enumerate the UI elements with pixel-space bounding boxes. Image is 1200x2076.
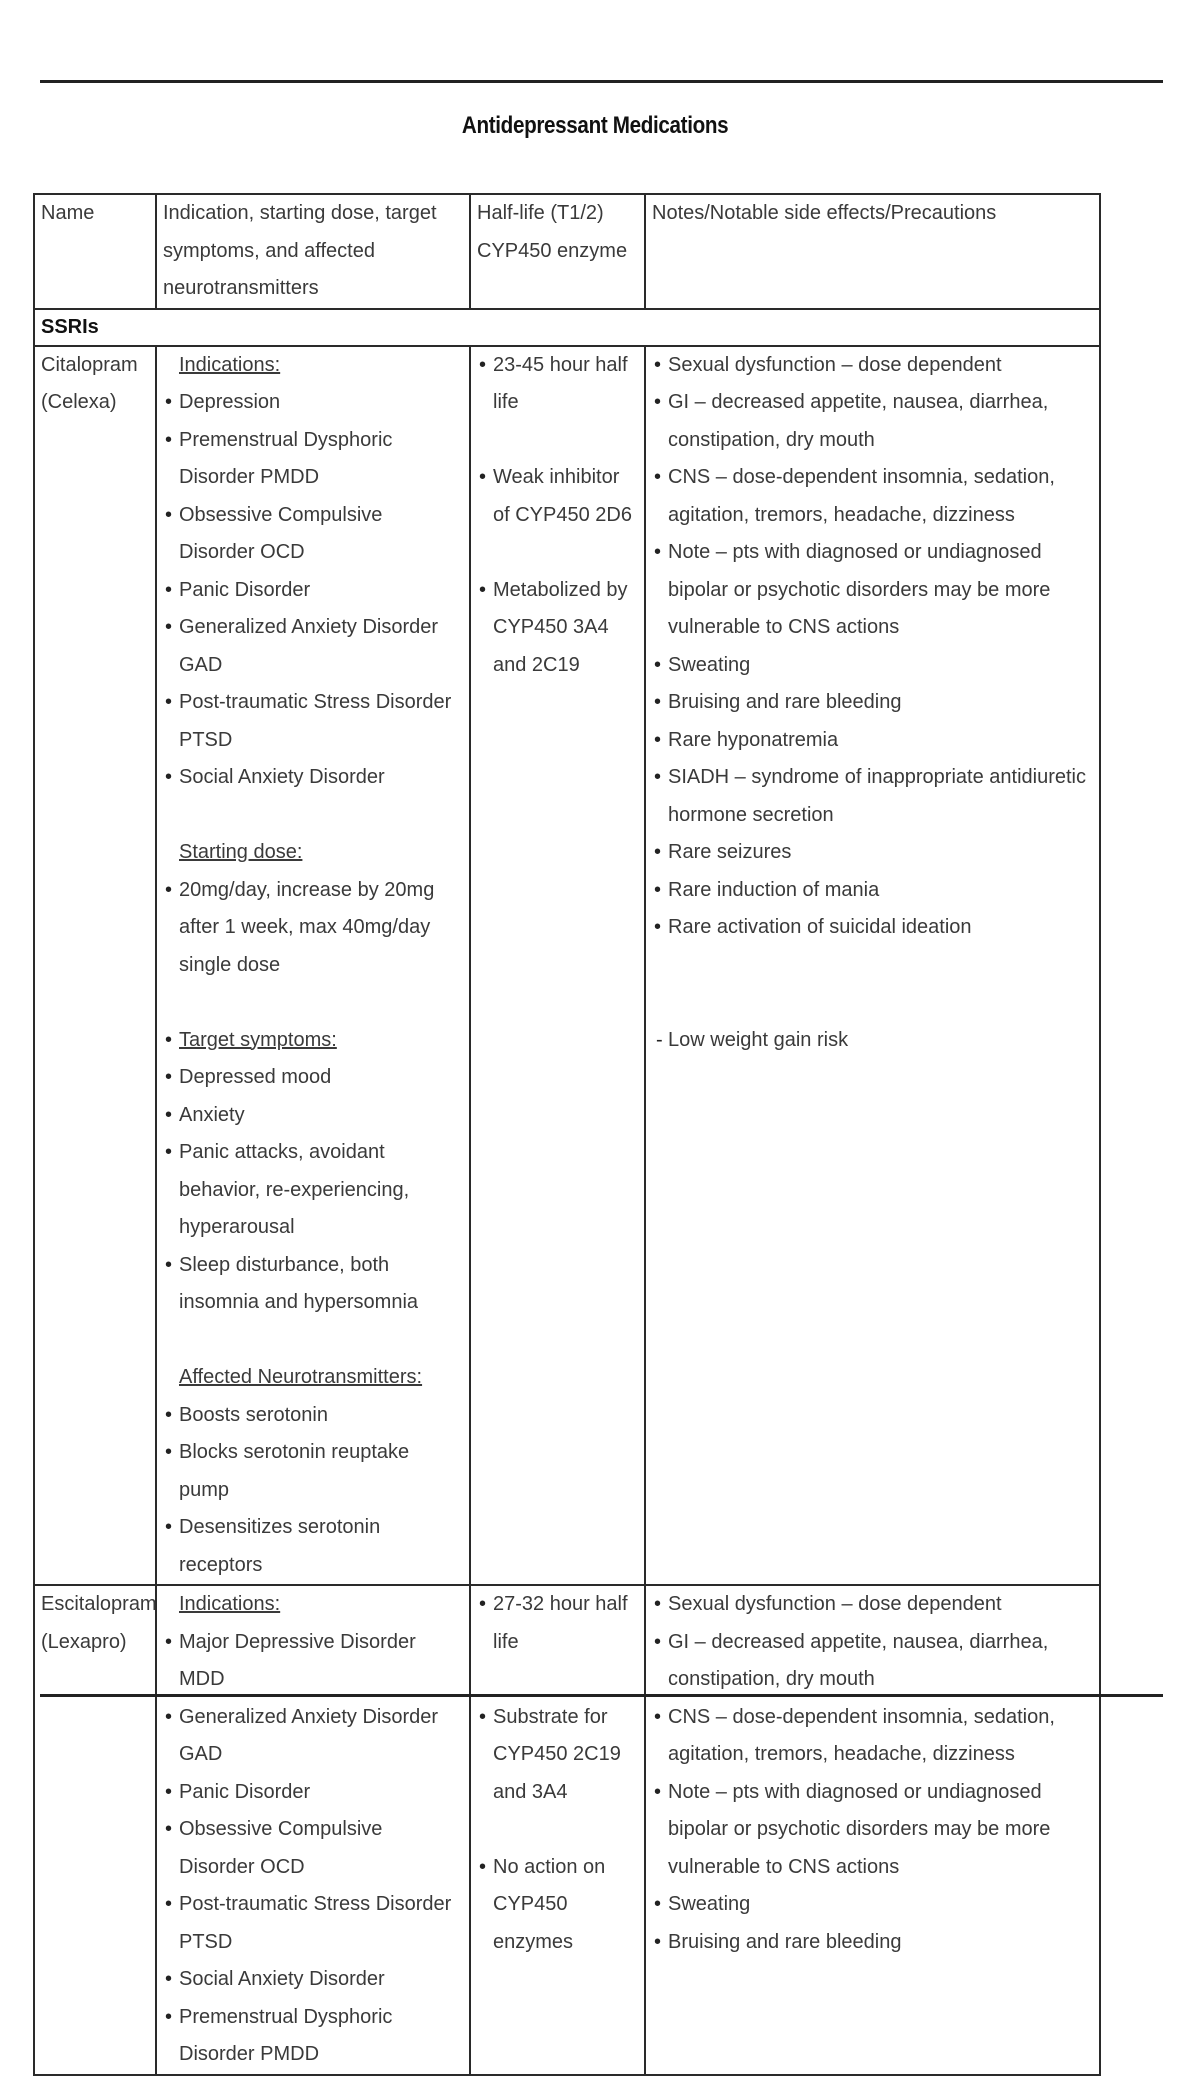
target-symptoms-list <box>163 1022 463 1322</box>
list-item: • Obsessive Compulsive Disorder OCD <box>163 497 463 572</box>
bottom-rule <box>40 1694 1163 1697</box>
list-item: • Sexual dysfunction – dose dependent <box>652 1586 1093 1624</box>
list-item: • Sweating <box>652 1886 1093 1924</box>
table-row <box>34 1585 1100 2075</box>
header-halflife: Half-life (T1/2) CYP450 enzyme <box>470 194 645 309</box>
list-item: • 23-45 hour half life <box>477 347 638 422</box>
header-name: Name <box>34 194 156 309</box>
group-row <box>34 309 1100 346</box>
list-item: • Depression <box>163 384 463 422</box>
list-item: • Substrate for CYP450 2C19 and 3A4 <box>477 1699 638 1812</box>
list-item: • Rare hyponatremia <box>652 722 1093 760</box>
list-item: • Sexual dysfunction – dose dependent <box>652 347 1093 385</box>
halflife-cell <box>470 1585 645 2075</box>
neurotransmitters-heading: Affected Neurotransmitters: <box>179 1366 423 1388</box>
notes-list <box>652 1586 1093 1961</box>
list-item: • CNS – dose-dependent insomnia, sedation, agitation, tremors, headache, dizziness <box>652 1699 1093 1774</box>
list-item: • Panic Disorder <box>163 572 463 610</box>
halflife-list <box>477 347 638 685</box>
group-label: SSRIs <box>34 309 1100 346</box>
list-item: • Social Anxiety Disorder <box>163 759 463 797</box>
table-row <box>34 346 1100 1586</box>
list-item: • Rare seizures <box>652 834 1093 872</box>
medication-table <box>33 193 1101 2076</box>
target-symptoms-heading: • Target symptoms: <box>163 1022 463 1060</box>
list-item: • Social Anxiety Disorder <box>163 1961 463 1999</box>
list-item: • Depressed mood <box>163 1059 463 1097</box>
list-item: • Panic Disorder <box>163 1774 463 1812</box>
list-item: • 20mg/day, increase by 20mg after 1 week, max 40mg/day single dose <box>163 872 463 985</box>
neurotransmitters-list <box>163 1397 463 1585</box>
indications-heading: Indications: <box>179 1593 281 1615</box>
list-item: • Rare activation of suicidal ideation <box>652 909 1093 947</box>
header-indication: Indication, starting dose, target symptoms, and affected neurotransmitters <box>156 194 470 309</box>
indications-heading: Indications: <box>179 353 281 376</box>
document-title: Antidepressant Medications <box>461 112 729 139</box>
list-item: • Panic attacks, avoidant behavior, re-experiencing, hyperarousal <box>163 1134 463 1247</box>
list-item: • Anxiety <box>163 1097 463 1135</box>
weight-note: - Low weight gain risk <box>652 1022 1093 1060</box>
starting-dose-heading: Starting dose: <box>179 841 303 863</box>
indication-cell <box>156 346 470 1586</box>
list-item: • Major Depressive Disorder MDD <box>163 1624 463 1699</box>
indications-list <box>163 384 463 797</box>
list-item: • Boosts serotonin <box>163 1397 463 1435</box>
list-item: • Note – pts with diagnosed or undiagnosed bipolar or psychotic disorders may be more vulnerable to CNS actions <box>652 1774 1093 1887</box>
starting-dose-list <box>163 872 463 985</box>
list-item: • Note – pts with diagnosed or undiagnosed bipolar or psychotic disorders may be more vulnerable to CNS actions <box>652 534 1093 647</box>
list-item: • Desensitizes serotonin receptors <box>163 1509 463 1584</box>
header-notes: Notes/Notable side effects/Precautions <box>645 194 1100 309</box>
table-header-row <box>34 194 1100 309</box>
notes-cell <box>645 346 1100 1586</box>
drug-name: Escitalopram (Lexapro) <box>34 1585 156 2075</box>
list-item: • Post-traumatic Stress Disorder PTSD <box>163 1886 463 1961</box>
list-item: • Sweating <box>652 647 1093 685</box>
list-item: • Premenstrual Dysphoric Disorder PMDD <box>163 1999 463 2074</box>
list-item: • Blocks serotonin reuptake pump <box>163 1434 463 1509</box>
list-item: • Bruising and rare bleeding <box>652 684 1093 722</box>
list-item: • GI – decreased appetite, nausea, diarrhea, constipation, dry mouth <box>652 384 1093 459</box>
list-item: • Rare induction of mania <box>652 872 1093 910</box>
list-item: • 27-32 hour half life <box>477 1586 638 1661</box>
indication-cell <box>156 1585 470 2075</box>
notes-list <box>652 347 1093 947</box>
top-rule <box>40 80 1163 83</box>
list-item: • Obsessive Compulsive Disorder OCD <box>163 1811 463 1886</box>
list-item: • No action on CYP450 enzymes <box>477 1849 638 1962</box>
list-item: • GI – decreased appetite, nausea, diarrhea, constipation, dry mouth <box>652 1624 1093 1699</box>
list-item: • Weak inhibitor of CYP450 2D6 <box>477 459 638 534</box>
list-item: • Generalized Anxiety Disorder GAD <box>163 609 463 684</box>
halflife-cell <box>470 346 645 1586</box>
list-item: • SIADH – syndrome of inappropriate antidiuretic hormone secretion <box>652 759 1093 834</box>
list-item: • Premenstrual Dysphoric Disorder PMDD <box>163 422 463 497</box>
notes-cell <box>645 1585 1100 2075</box>
list-item: • Sleep disturbance, both insomnia and hypersomnia <box>163 1247 463 1322</box>
drug-name: Citalopram (Celexa) <box>34 346 156 1586</box>
list-item: • Metabolized by CYP450 3A4 and 2C19 <box>477 572 638 685</box>
halflife-list <box>477 1586 638 1961</box>
indications-list <box>163 1624 463 2074</box>
list-item: • Generalized Anxiety Disorder GAD <box>163 1699 463 1774</box>
list-item: • Post-traumatic Stress Disorder PTSD <box>163 684 463 759</box>
list-item: • Bruising and rare bleeding <box>652 1924 1093 1962</box>
list-item: • CNS – dose-dependent insomnia, sedation, agitation, tremors, headache, dizziness <box>652 459 1093 534</box>
